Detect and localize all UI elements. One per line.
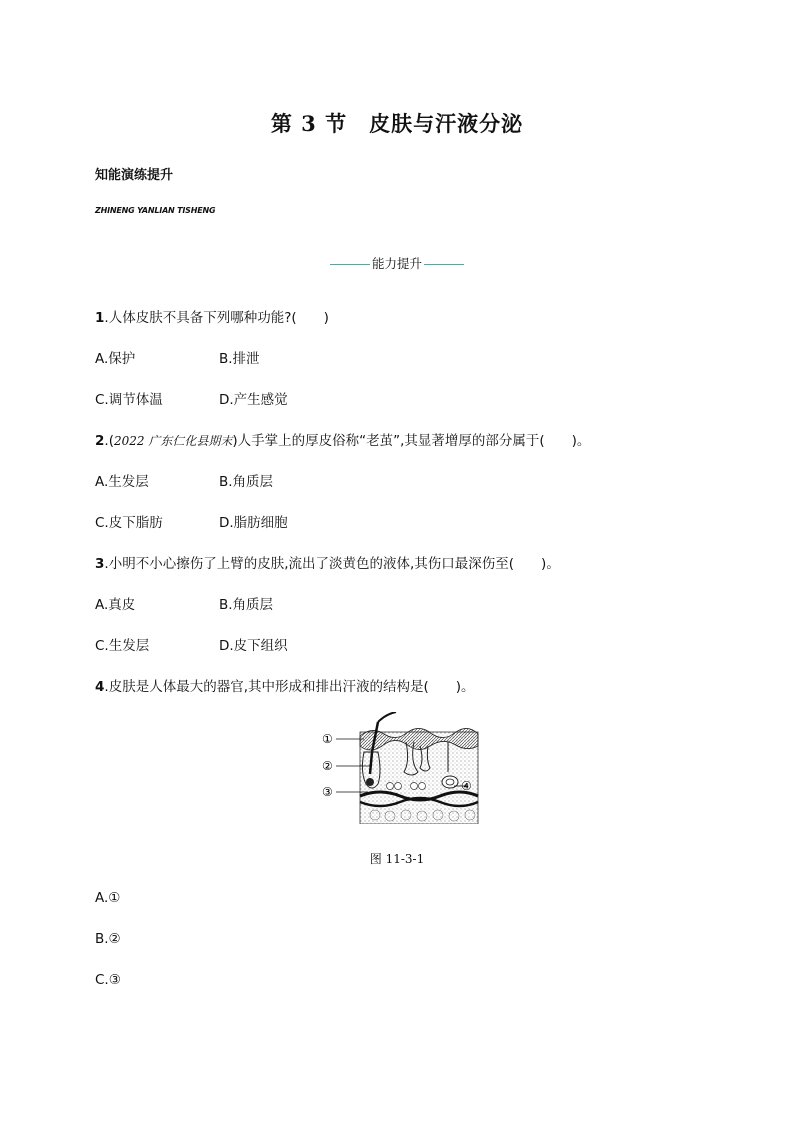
question-stem-post: )人手掌上的厚皮俗称“老茧”,其显著增厚的部分属于( )。 bbox=[232, 433, 591, 449]
question-stem-pre: .( bbox=[104, 433, 114, 449]
marker-4: ④ bbox=[461, 779, 472, 793]
option-2c: C.皮下脂肪 bbox=[95, 515, 163, 531]
marker-2: ② bbox=[322, 759, 333, 773]
question-stem: .小明不小心擦伤了上臂的皮肤,流出了淡黄色的液体,其伤口最深伤至( )。 bbox=[104, 556, 560, 572]
question-4 bbox=[95, 675, 475, 695]
marker-1: ① bbox=[322, 732, 333, 746]
section-label-text: 能力提升 bbox=[371, 256, 422, 271]
hair-bulb bbox=[366, 778, 374, 786]
option-1c: C.调节体温 bbox=[95, 392, 163, 408]
section-heading: 知能演练提升 bbox=[95, 168, 174, 183]
page-title: 第 3 节 皮肤与汗液分泌 bbox=[270, 111, 524, 136]
option-3d: D.皮下组织 bbox=[219, 638, 288, 654]
question-number: 3 bbox=[95, 556, 105, 572]
question-2 bbox=[95, 429, 590, 449]
option-3a: A.真皮 bbox=[95, 597, 136, 613]
question-stem: .皮肤是人体最大的器官,其中形成和排出汗液的结构是( )。 bbox=[104, 679, 475, 695]
question-number: 2 bbox=[95, 433, 105, 449]
right-rule bbox=[424, 264, 464, 265]
option-3c: C.生发层 bbox=[95, 638, 150, 654]
section-label bbox=[0, 254, 794, 272]
marker-3: ③ bbox=[322, 785, 333, 799]
question-stem: .人体皮肤不具备下列哪种功能?( ) bbox=[104, 310, 329, 326]
section-heading-pinyin: ZHINENG YANLIAN TISHENG bbox=[95, 206, 216, 215]
hair-shaft bbox=[378, 712, 396, 722]
option-1b: B.排泄 bbox=[219, 351, 260, 367]
skin-cross-section-diagram bbox=[320, 712, 480, 824]
option-2b: B.角质层 bbox=[219, 474, 274, 490]
option-1d: D.产生感觉 bbox=[219, 392, 288, 408]
option-4c: C.③ bbox=[95, 972, 121, 988]
option-4a: A.① bbox=[95, 890, 121, 906]
figure-caption: 图 11-3-1 bbox=[369, 852, 425, 866]
question-3 bbox=[95, 552, 560, 572]
question-number: 1 bbox=[95, 310, 105, 326]
option-2d: D.脂肪细胞 bbox=[219, 515, 288, 531]
option-3b: B.角质层 bbox=[219, 597, 274, 613]
question-1 bbox=[95, 306, 329, 326]
option-2a: A.生发层 bbox=[95, 474, 149, 490]
option-1a: A.保护 bbox=[95, 351, 136, 367]
option-4b: B.② bbox=[95, 931, 121, 947]
left-rule bbox=[330, 264, 370, 265]
question-number: 4 bbox=[95, 679, 105, 695]
epidermis-layer bbox=[360, 728, 478, 750]
question-source: 2022 广东仁化县期末 bbox=[113, 434, 233, 448]
